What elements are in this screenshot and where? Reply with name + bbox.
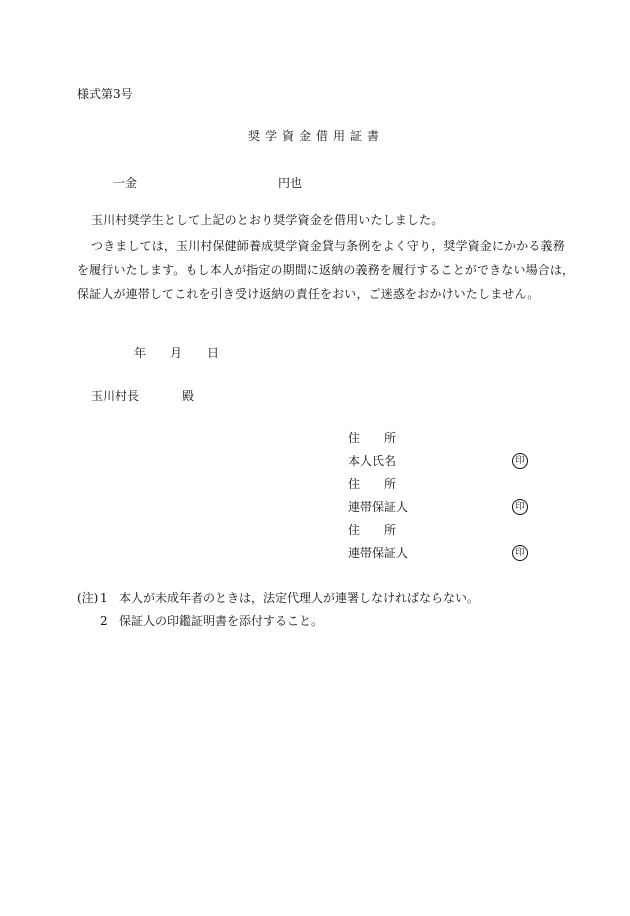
note-2-text: 保証人の印鑑証明書を添付すること。: [119, 614, 324, 628]
note-1-number: 1: [100, 591, 108, 605]
date-month: 月: [170, 346, 183, 360]
principal-name-label: 本人氏名: [348, 454, 397, 468]
addressee-name: 玉川村長: [91, 389, 140, 403]
form-number: 様式第3号: [77, 87, 133, 101]
body-paragraph-1: 玉川村奨学生として上記のとおり奨学資金を借用いたしました。: [91, 213, 444, 227]
date-day: 日: [207, 346, 220, 360]
date-year: 年: [134, 346, 147, 360]
addressee-honorific: 殿: [182, 389, 195, 403]
amount-suffix: 円也: [278, 176, 303, 190]
guarantor2-name-label: 連帯保証人: [348, 546, 409, 560]
guarantor2-address-label: 住 所: [348, 523, 397, 537]
note-2-number: 2: [100, 614, 108, 628]
note-1-text: 本人が未成年者のときは，法定代理人が連署しなければならない。: [119, 591, 480, 605]
amount-prefix: 一金: [113, 176, 138, 190]
body-paragraph-2-line-3: 保証人が連帯してこれを引き受け返納の責任をおい，ご迷惑をおかけいたしません。: [77, 287, 540, 301]
principal-seal: 印: [512, 453, 528, 469]
guarantor2-seal: 印: [512, 545, 528, 561]
guarantor1-name-label: 連帯保証人: [348, 500, 409, 514]
body-paragraph-2-line-2: を履行いたします。もし本人が指定の期間に返納の義務を履行することができない場合は，: [77, 263, 575, 277]
principal-address-label: 住 所: [348, 431, 397, 445]
document-title: 奨学資金借用証書: [248, 129, 385, 143]
notes-prefix: (注): [77, 591, 99, 605]
guarantor1-address-label: 住 所: [348, 477, 397, 491]
body-paragraph-2-line-1: つきましては，玉川村保健師養成奨学資金貸与条例をよく守り，奨学資金にかかる義務: [91, 239, 565, 253]
guarantor1-seal: 印: [512, 499, 528, 515]
